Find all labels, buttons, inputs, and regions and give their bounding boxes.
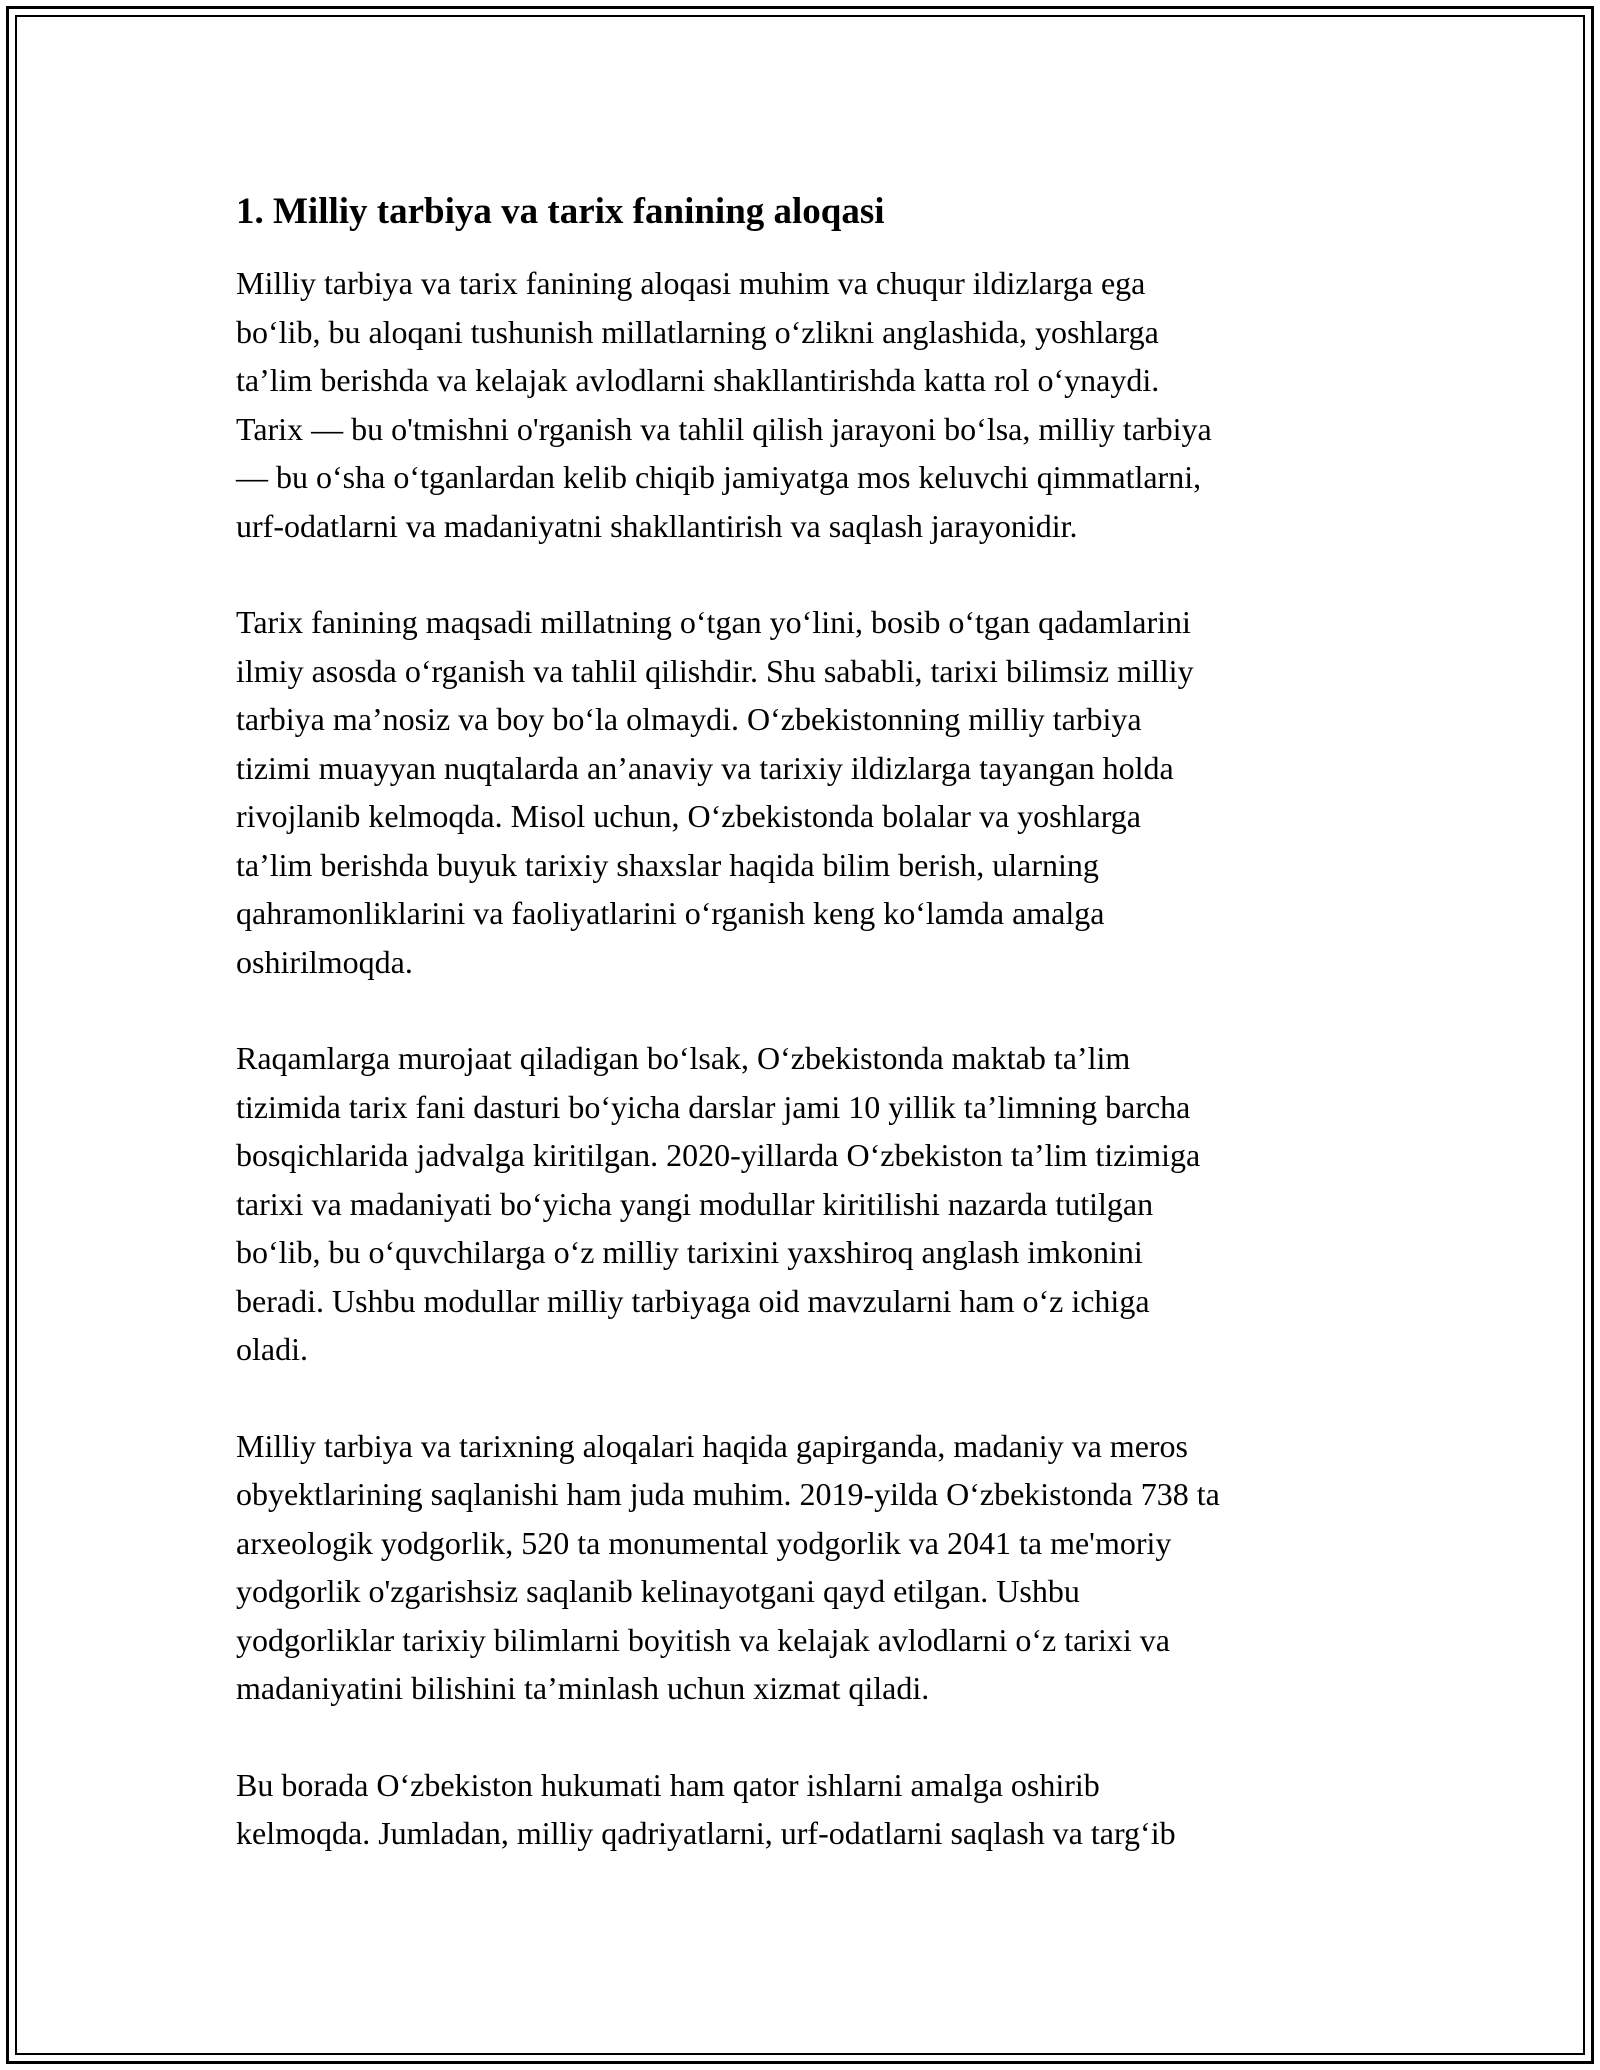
text-line: urf-odatlarni va madaniyatni shakllantirish va saqlash jarayonidir.: [236, 507, 1078, 544]
text-line: ta’lim berishda va kelajak avlodlarni shakllantirishda katta rol o‘ynaydi.: [236, 362, 1160, 398]
text-line: tarixi va madaniyati bo‘yicha yangi modullar kiritilishi nazarda tutilgan: [236, 1185, 1154, 1222]
text-line: ilmiy asosda o‘rganish va tahlil qilishdir. Shu sababli, tarixi bilimsiz milliy: [236, 652, 1194, 689]
text-line: ta’lim berishda buyuk tarixiy shaxslar haqida bilim berish, ularning: [236, 846, 1099, 883]
text-line: Bu borada O‘zbekiston hukumati ham qator ishlarni amalga oshirib: [236, 1766, 1100, 1803]
text-line: obyektlarining saqlanishi ham juda muhim. 2019-yilda O‘zbekistonda 738 ta: [236, 1476, 1220, 1512]
text-line: yodgorlik o'zgarishsiz saqlanib kelinayotgani qayd etilgan. Ushbu: [236, 1573, 1080, 1609]
document-body: [236, 188, 1376, 1906]
text-line: kelmoqda. Jumladan, milliy qadriyatlarni, urf-odatlarni saqlash va targ‘ib: [236, 1815, 1176, 1851]
text-line: arxeologik yodgorlik, 520 ta monumental yodgorlik va 2041 ta me'moriy: [236, 1524, 1172, 1561]
text-line: bo‘lib, bu aloqani tushunish millatlarning o‘zlikni anglashida, yoshlarga: [236, 313, 1159, 350]
paragraph-3: [236, 1034, 1376, 1374]
text-line: bosqichlarida jadvalga kiritilgan. 2020-yillarda O‘zbekiston ta’lim tizimiga: [236, 1137, 1201, 1173]
paragraph-5: [236, 1761, 1376, 1858]
text-line: beradi. Ushbu modullar milliy tarbiyaga oid mavzularni ham o‘z ichiga: [236, 1282, 1150, 1319]
text-line: rivojlanib kelmoqda. Misol uchun, O‘zbekistonda bolalar va yoshlarga: [236, 798, 1141, 834]
text-line: oshirilmoqda.: [236, 943, 413, 980]
text-line: tarbiya ma’nosiz va boy bo‘la olmaydi. O‘zbekistonning milliy tarbiya: [236, 701, 1142, 737]
text-line: tizimida tarix fani dasturi bo‘yicha darslar jami 10 yillik ta’limning barcha: [236, 1088, 1191, 1125]
text-line: tizimi muayyan nuqtalarda an’anaviy va tarixiy ildizlarga tayangan holda: [236, 749, 1174, 786]
text-line: — bu o‘sha o‘tganlardan kelib chiqib jamiyatga mos keluvchi qimmatlarni,: [236, 459, 1202, 495]
paragraph-2: [236, 598, 1376, 986]
section-heading: 1. Milliy tarbiya va tarix fanining aloqasi: [236, 191, 885, 232]
text-line: Milliy tarbiya va tarix fanining aloqasi muhim va chuqur ildizlarga ega: [236, 265, 1146, 301]
paragraph-4: [236, 1422, 1376, 1713]
text-line: qahramonliklarini va faoliyatlarini o‘rganish keng ko‘lamda amalga: [236, 895, 1105, 931]
text-line: oladi.: [236, 1331, 308, 1367]
text-line: Tarix fanining maqsadi millatning o‘tgan yo‘lini, bosib o‘tgan qadamlarini: [236, 604, 1191, 640]
text-line: Tarix — bu o'tmishni o'rganish va tahlil qilish jarayoni bo‘lsa, milliy tarbiya: [236, 410, 1212, 447]
paragraph-1: [236, 259, 1376, 550]
text-line: madaniyatini bilishini ta’minlash uchun xizmat qiladi.: [236, 1670, 930, 1706]
text-line: Milliy tarbiya va tarixning aloqalari haqida gapirganda, madaniy va meros: [236, 1427, 1188, 1464]
text-line: Raqamlarga murojaat qiladigan bo‘lsak, O‘zbekistonda maktab ta’lim: [236, 1040, 1131, 1076]
text-line: bo‘lib, bu o‘quvchilarga o‘z milliy tarixini yaxshiroq anglash imkonini: [236, 1234, 1143, 1270]
text-line: yodgorliklar tarixiy bilimlarni boyitish va kelajak avlodlarni o‘z tarixi va: [236, 1621, 1170, 1658]
